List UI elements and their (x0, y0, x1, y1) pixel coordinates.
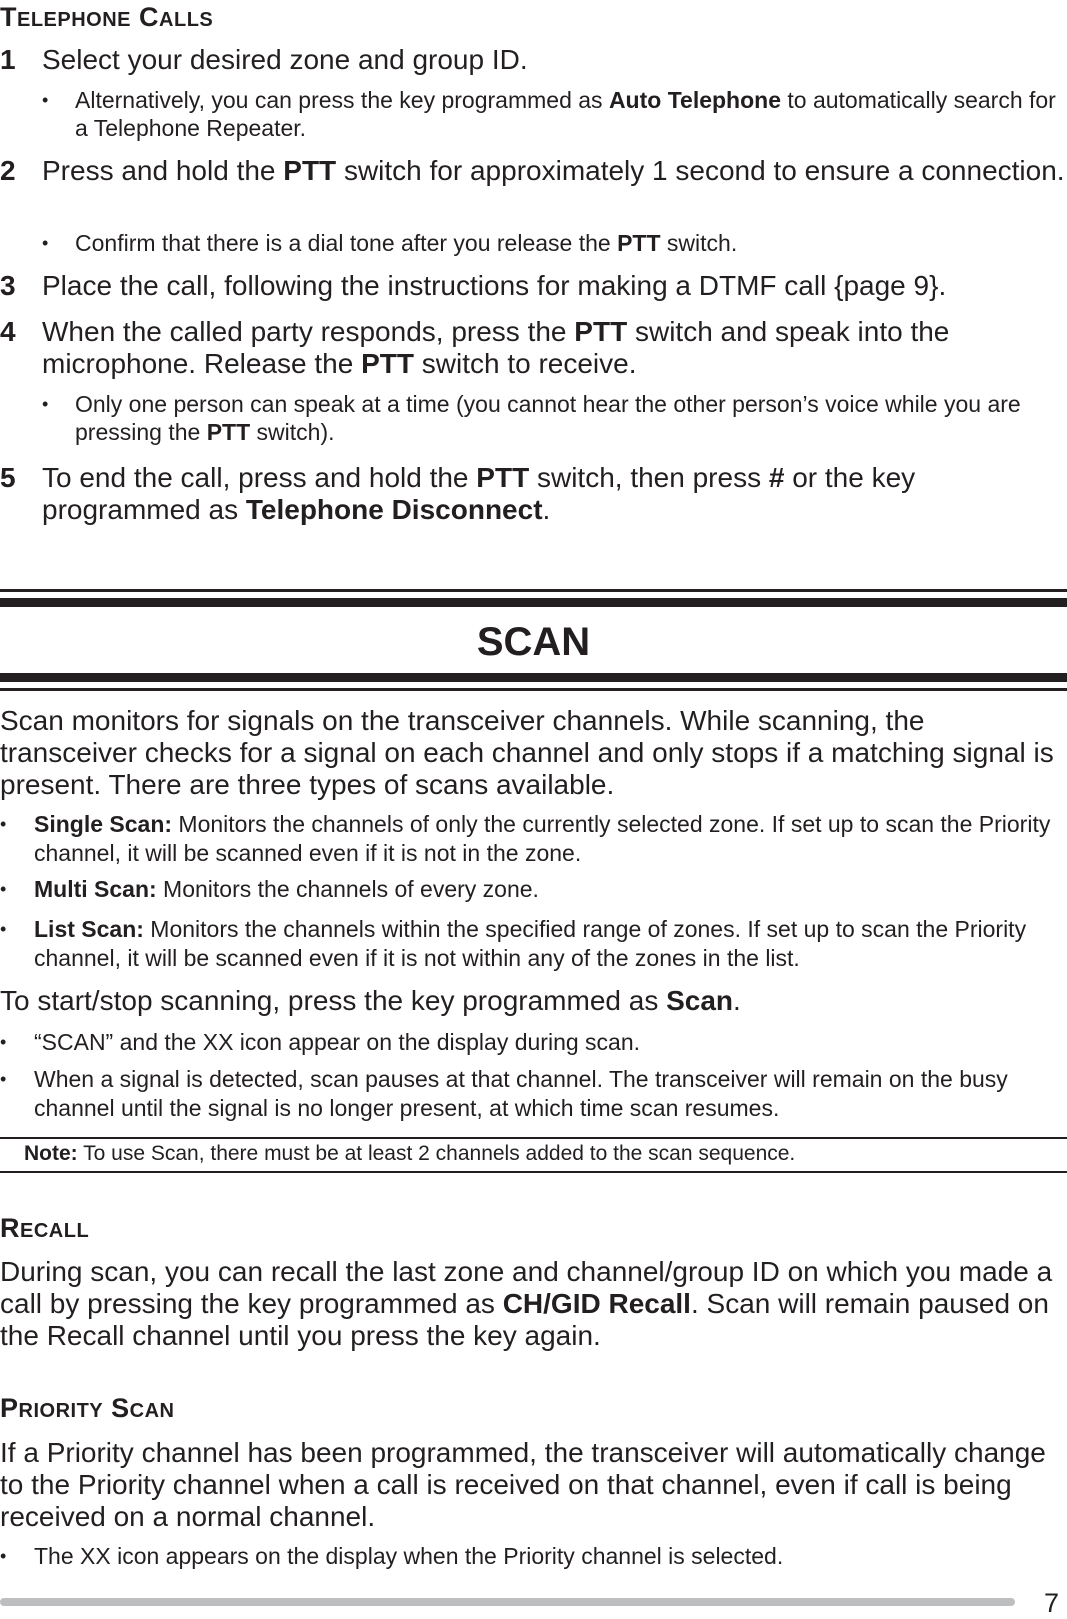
bullet-text: The XX icon appears on the display when the Priority channel is selected. (34, 1543, 784, 1569)
priority-scan-heading (0, 1395, 1067, 1422)
bullet-text: Multi Scan: Monitors the channels of every zone. (34, 876, 539, 902)
heading-initial: S (111, 1393, 130, 1423)
scan-intro (0, 705, 1067, 801)
step-number: 1 (0, 44, 16, 75)
step-2 (0, 155, 1067, 187)
scan-rule-top-thick (0, 598, 1067, 607)
step-2-note (0, 229, 1067, 257)
scan-note-1 (0, 1028, 1067, 1057)
scan-section-title: SCAN (476, 620, 591, 664)
heading-initial: T (0, 2, 17, 32)
bullet-dot: • (0, 814, 7, 834)
bullet-text: “SCAN” and the XX icon appear on the display during scan. (34, 1029, 641, 1055)
step-5 (0, 462, 1067, 526)
scan-type-single (0, 810, 1067, 868)
heading-rest: CAN (129, 1400, 175, 1422)
bullet-dot: • (42, 394, 49, 414)
heading-initial: C (139, 2, 160, 32)
scan-start-instruction (0, 985, 1067, 1017)
note-text: Only one person can speak at a time (you cannot hear the other person’s voice while you are pressing the PTT switch). (75, 391, 1021, 445)
heading-rest: ALLS (159, 9, 214, 31)
bullet-dot: • (0, 1032, 7, 1052)
note-rule-bottom (0, 1171, 1067, 1173)
bullet-text: When a signal is detected, scan pauses at that channel. The transceiver will remain on the busy channel until the signal is no longer present, at which time scan resumes. (34, 1066, 1008, 1121)
note-text: Alternatively, you can press the key programmed as Auto Telephone to automatically search for a Telephone Repeater. (75, 87, 1056, 141)
note-label: Note: (24, 1142, 78, 1165)
step-3 (0, 270, 1067, 302)
scan-type-multi (0, 875, 1067, 904)
heading-initial: P (0, 1393, 19, 1423)
bullet-text: Single Scan: Monitors the channels of only the currently selected zone. If set up to scan the Priority channel, it will be scanned even if it is not in the zone. (34, 811, 1051, 866)
page-number: 7 (1043, 1588, 1059, 1618)
step-text: To end the call, press and hold the PTT switch, then press # or the key programmed as Telephone Disconnect. (42, 462, 916, 525)
step-number: 5 (0, 462, 16, 493)
scan-rule-bottom-thin (0, 688, 1067, 691)
step-text: When the called party responds, press the PTT switch and speak into the microphone. Release the PTT switch to receive. (42, 316, 950, 379)
scan-rule-bottom-thick (0, 673, 1067, 682)
step-1-note (0, 86, 1067, 142)
scan-note-box (0, 1140, 1067, 1167)
step-text: Select your desired zone and group ID. (42, 44, 528, 75)
bullet-dot: • (0, 919, 7, 939)
heading-initial: R (0, 1213, 20, 1243)
step-4 (0, 316, 1067, 380)
bullet-dot: • (0, 1069, 7, 1089)
heading-rest: RIORITY (18, 1400, 104, 1422)
paragraph: To start/stop scanning, press the key programmed as Scan. (0, 985, 741, 1016)
bullet-dot: • (0, 879, 7, 899)
scan-note-2 (0, 1065, 1067, 1123)
telephone-calls-heading (0, 4, 1067, 31)
note-rule-top (0, 1137, 1067, 1139)
priority-note (0, 1542, 1067, 1571)
paragraph: Scan monitors for signals on the transceiver channels. While scanning, the transceiver checks for a signal on each channel and only stops if a matching signal is present. There are three types of scans available. (0, 705, 1054, 800)
step-text: Press and hold the PTT switch for approximately 1 second to ensure a connection. (42, 155, 1065, 186)
recall-text (0, 1256, 1067, 1352)
step-number: 2 (0, 155, 16, 186)
step-4-note (0, 390, 1067, 446)
step-1 (0, 44, 1067, 76)
bullet-dot: • (0, 1546, 7, 1566)
bullet-dot: • (42, 233, 49, 253)
step-number: 3 (0, 270, 16, 301)
note-text: To use Scan, there must be at least 2 channels added to the scan sequence. (77, 1142, 796, 1165)
scan-type-list (0, 915, 1067, 973)
recall-heading (0, 1215, 1067, 1242)
step-text: Place the call, following the instructions for making a DTMF call {page 9}. (42, 270, 947, 301)
bullet-dot: • (42, 90, 49, 110)
heading-rest: ECALL (20, 1220, 90, 1242)
note-text: Confirm that there is a dial tone after you release the PTT switch. (75, 230, 738, 256)
paragraph: If a Priority channel has been programmed, the transceiver will automatically change to the Priority channel when a call is received on that channel, even if call is being received on a normal channel. (0, 1437, 1046, 1532)
footer-bar (0, 1598, 1015, 1606)
bullet-text: List Scan: Monitors the channels within the specified range of zones. If set up to scan the Priority channel, it will be scanned even if it is not within any of the zones in the list. (34, 916, 1027, 971)
heading-rest: ELEPHONE (17, 9, 132, 31)
priority-text (0, 1437, 1067, 1533)
step-number: 4 (0, 316, 16, 347)
paragraph: During scan, you can recall the last zone and channel/group ID on which you made a call by pressing the key programmed as CH/GID Recall. Scan will remain paused on the Recall channel until you press the key again. (0, 1256, 1053, 1351)
scan-rule-top-thin (0, 589, 1067, 592)
